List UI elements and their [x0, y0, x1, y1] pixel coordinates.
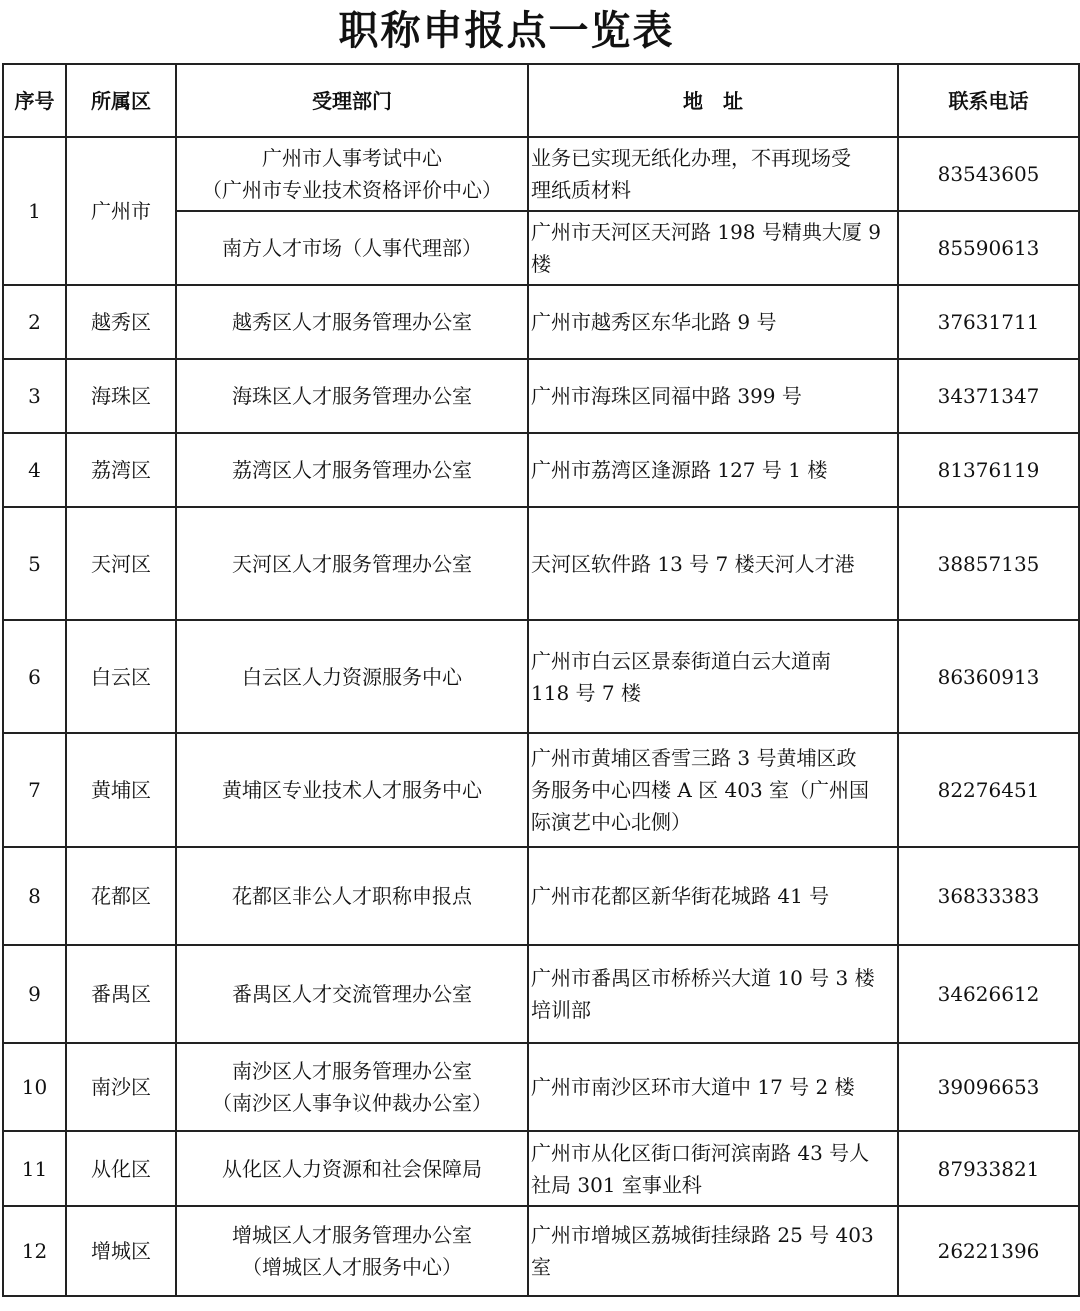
row-address-line: 广州市南沙区环市大道中 17 号 2 楼: [531, 1075, 855, 1099]
row-dept: [176, 620, 528, 733]
header-address: 地 址: [528, 64, 898, 137]
row-dept-line: 花都区非公人才职称申报点: [232, 884, 472, 908]
row-district: [66, 285, 176, 359]
row-address: [528, 847, 898, 945]
row-phone: [898, 1043, 1079, 1131]
row-address-line: 广州市花都区新华街花城路 41 号: [531, 884, 830, 908]
row-phone: [898, 507, 1079, 620]
row-phone: [898, 847, 1079, 945]
row-phone: [898, 433, 1079, 507]
row-district-line: 南沙区: [91, 1075, 151, 1099]
row-phone-line: 81376119: [937, 458, 1040, 482]
row-number-line: 5: [28, 551, 41, 576]
row-number: [3, 733, 66, 847]
row-district-line: 黄埔区: [91, 778, 151, 802]
row-address-line: 广州市增城区荔城街挂绿路 25 号 403: [531, 1223, 874, 1247]
row-district-line: 天河区: [91, 551, 151, 576]
row-number-line: 6: [28, 664, 41, 689]
row-district: [66, 137, 176, 285]
row-address-line: 广州市越秀区东华北路 9 号: [531, 310, 777, 334]
row-number: [3, 620, 66, 733]
row-district: [66, 1131, 176, 1206]
row-dept-line: （广州市专业技术资格评价中心）: [202, 178, 502, 202]
row-phone-line: 85590613: [937, 236, 1040, 260]
row-phone-line: 39096653: [937, 1075, 1040, 1099]
row-dept-line: 白云区人力资源服务中心: [242, 664, 462, 689]
row-dept-line: 天河区人才服务管理办公室: [232, 551, 472, 576]
row-district: [66, 433, 176, 507]
row-dept: [176, 359, 528, 433]
row-phone-line: 34626612: [937, 982, 1040, 1006]
row-address: [528, 620, 898, 733]
row-address-line: 培训部: [531, 998, 591, 1022]
row-district-line: 花都区: [91, 884, 151, 908]
row-address: [528, 137, 898, 211]
table-row: [3, 137, 1079, 211]
row-district-line: 增城区: [91, 1239, 151, 1263]
row-district-line: 番禺区: [91, 982, 151, 1006]
row-dept: [176, 733, 528, 847]
row-number: [3, 847, 66, 945]
row-address-line: 天河区软件路 13 号 7 楼天河人才港: [531, 551, 855, 576]
row-phone-line: 26221396: [937, 1239, 1040, 1263]
row-phone: [898, 945, 1079, 1043]
row-phone: [898, 211, 1079, 285]
row-dept-line: 荔湾区人才服务管理办公室: [232, 458, 472, 482]
row-number: [3, 1043, 66, 1131]
row-phone-line: 36833383: [937, 884, 1040, 908]
row-district: [66, 507, 176, 620]
row-address-line: 广州市白云区景泰街道白云大道南: [531, 648, 831, 673]
row-number-line: 8: [28, 884, 41, 908]
header-dept: 受理部门: [176, 64, 528, 137]
row-phone: [898, 620, 1079, 733]
row-phone-line: 34371347: [937, 384, 1040, 408]
row-phone: [898, 137, 1079, 211]
row-dept: [176, 507, 528, 620]
row-dept-line: 广州市人事考试中心: [262, 146, 442, 170]
row-dept-line: 海珠区人才服务管理办公室: [232, 384, 472, 408]
row-number-line: 3: [28, 384, 41, 408]
row-district-line: 越秀区: [91, 310, 151, 334]
row-dept: [176, 433, 528, 507]
table-row: [3, 1131, 1079, 1206]
table-row: [3, 433, 1079, 507]
row-address-line: 际演艺中心北侧）: [531, 810, 691, 834]
row-dept: [176, 285, 528, 359]
row-phone: [898, 733, 1079, 847]
row-number: [3, 1206, 66, 1296]
row-district-line: 白云区: [91, 664, 151, 689]
row-dept-line: 越秀区人才服务管理办公室: [232, 310, 472, 334]
table-row: [3, 359, 1079, 433]
row-address-line: 业务已实现无纸化办理，不再现场受: [531, 146, 851, 170]
table-row: [3, 1206, 1079, 1296]
row-number: [3, 359, 66, 433]
row-dept: [176, 1043, 528, 1131]
row-number-line: 10: [21, 1075, 48, 1099]
row-dept: [176, 211, 528, 285]
row-number-line: 11: [21, 1156, 48, 1181]
row-address: [528, 507, 898, 620]
row-dept-line: 南方人才市场（人事代理部）: [222, 236, 482, 260]
reporting-points-table: [2, 63, 1080, 1297]
row-address: [528, 733, 898, 847]
row-dept: [176, 1131, 528, 1206]
row-address: [528, 1131, 898, 1206]
row-address-line: 118 号 7 楼: [531, 680, 641, 705]
row-address-line: 楼: [531, 252, 551, 276]
row-address-line: 社局 301 室事业科: [531, 1172, 702, 1197]
row-address: [528, 1043, 898, 1131]
table-row: [3, 945, 1079, 1043]
row-address: [528, 433, 898, 507]
row-address: [528, 285, 898, 359]
row-phone: [898, 1131, 1079, 1206]
table-row: [3, 733, 1079, 847]
row-address: [528, 211, 898, 285]
row-number-line: 9: [28, 982, 41, 1006]
row-dept-line: 增城区人才服务管理办公室: [232, 1223, 472, 1247]
row-dept-line: 黄埔区专业技术人才服务中心: [222, 778, 482, 802]
row-dept: [176, 847, 528, 945]
header-no: 序号: [3, 64, 66, 137]
row-number: [3, 507, 66, 620]
row-address-line: 广州市番禺区市桥桥兴大道 10 号 3 楼: [531, 966, 875, 990]
row-address-line: 广州市从化区街口街河滨南路 43 号人: [531, 1140, 870, 1165]
row-phone: [898, 359, 1079, 433]
row-phone-line: 38857135: [937, 551, 1040, 576]
row-phone-line: 37631711: [937, 310, 1040, 334]
row-district-line: 荔湾区: [91, 458, 151, 482]
table-row: [3, 620, 1079, 733]
row-number-line: 12: [21, 1239, 48, 1263]
row-phone: [898, 285, 1079, 359]
row-number-line: 2: [28, 310, 41, 334]
row-address: [528, 945, 898, 1043]
row-phone-line: 83543605: [937, 162, 1040, 186]
row-address-line: 务服务中心四楼 A 区 403 室（广州国: [531, 778, 870, 802]
row-address-line: 室: [531, 1255, 551, 1279]
table-row: [3, 507, 1079, 620]
row-district: [66, 733, 176, 847]
row-dept-line: （南沙区人事争议仲裁办公室）: [212, 1091, 492, 1115]
page-title: 职称申报点一览表: [338, 8, 675, 54]
row-district: [66, 359, 176, 433]
row-address-line: 广州市黄埔区香雪三路 3 号黄埔区政: [531, 746, 857, 770]
row-dept: [176, 1206, 528, 1296]
row-dept: [176, 945, 528, 1043]
row-dept: [176, 137, 528, 211]
row-phone-line: 87933821: [937, 1156, 1040, 1181]
row-phone: [898, 1206, 1079, 1296]
row-district: [66, 945, 176, 1043]
row-address-line: 广州市海珠区同福中路 399 号: [531, 384, 802, 408]
row-dept-line: （增城区人才服务中心）: [242, 1255, 462, 1279]
row-district-line: 海珠区: [91, 384, 151, 408]
table-body: [3, 137, 1079, 1296]
row-number-line: 4: [28, 458, 41, 482]
row-address: [528, 1206, 898, 1296]
row-phone-line: 86360913: [937, 664, 1040, 689]
row-district-line: 广州市: [91, 199, 151, 223]
row-number: [3, 285, 66, 359]
row-number: [3, 137, 66, 285]
row-address: [528, 359, 898, 433]
row-number-line: 7: [28, 778, 41, 802]
row-phone-line: 82276451: [937, 778, 1040, 802]
row-address-line: 广州市天河区天河路 198 号精典大厦 9: [531, 220, 881, 244]
row-dept-line: 番禺区人才交流管理办公室: [232, 982, 472, 1006]
row-number: [3, 433, 66, 507]
row-number: [3, 1131, 66, 1206]
row-dept-line: 南沙区人才服务管理办公室: [232, 1059, 472, 1083]
row-district: [66, 847, 176, 945]
header-phone: 联系电话: [898, 64, 1079, 137]
row-dept-line: 从化区人力资源和社会保障局: [222, 1156, 482, 1181]
header-district: 所属区: [66, 64, 176, 137]
row-address-line: 广州市荔湾区逢源路 127 号 1 楼: [531, 458, 828, 482]
row-district-line: 从化区: [91, 1156, 151, 1181]
row-district: [66, 1043, 176, 1131]
row-district: [66, 1206, 176, 1296]
table-row: [3, 1043, 1079, 1131]
row-number: [3, 945, 66, 1043]
row-address-line: 理纸质材料: [531, 178, 631, 202]
row-number-line: 1: [28, 199, 41, 223]
table-header-row: [3, 64, 1079, 137]
table-row: [3, 285, 1079, 359]
row-district: [66, 620, 176, 733]
table-row: [3, 847, 1079, 945]
